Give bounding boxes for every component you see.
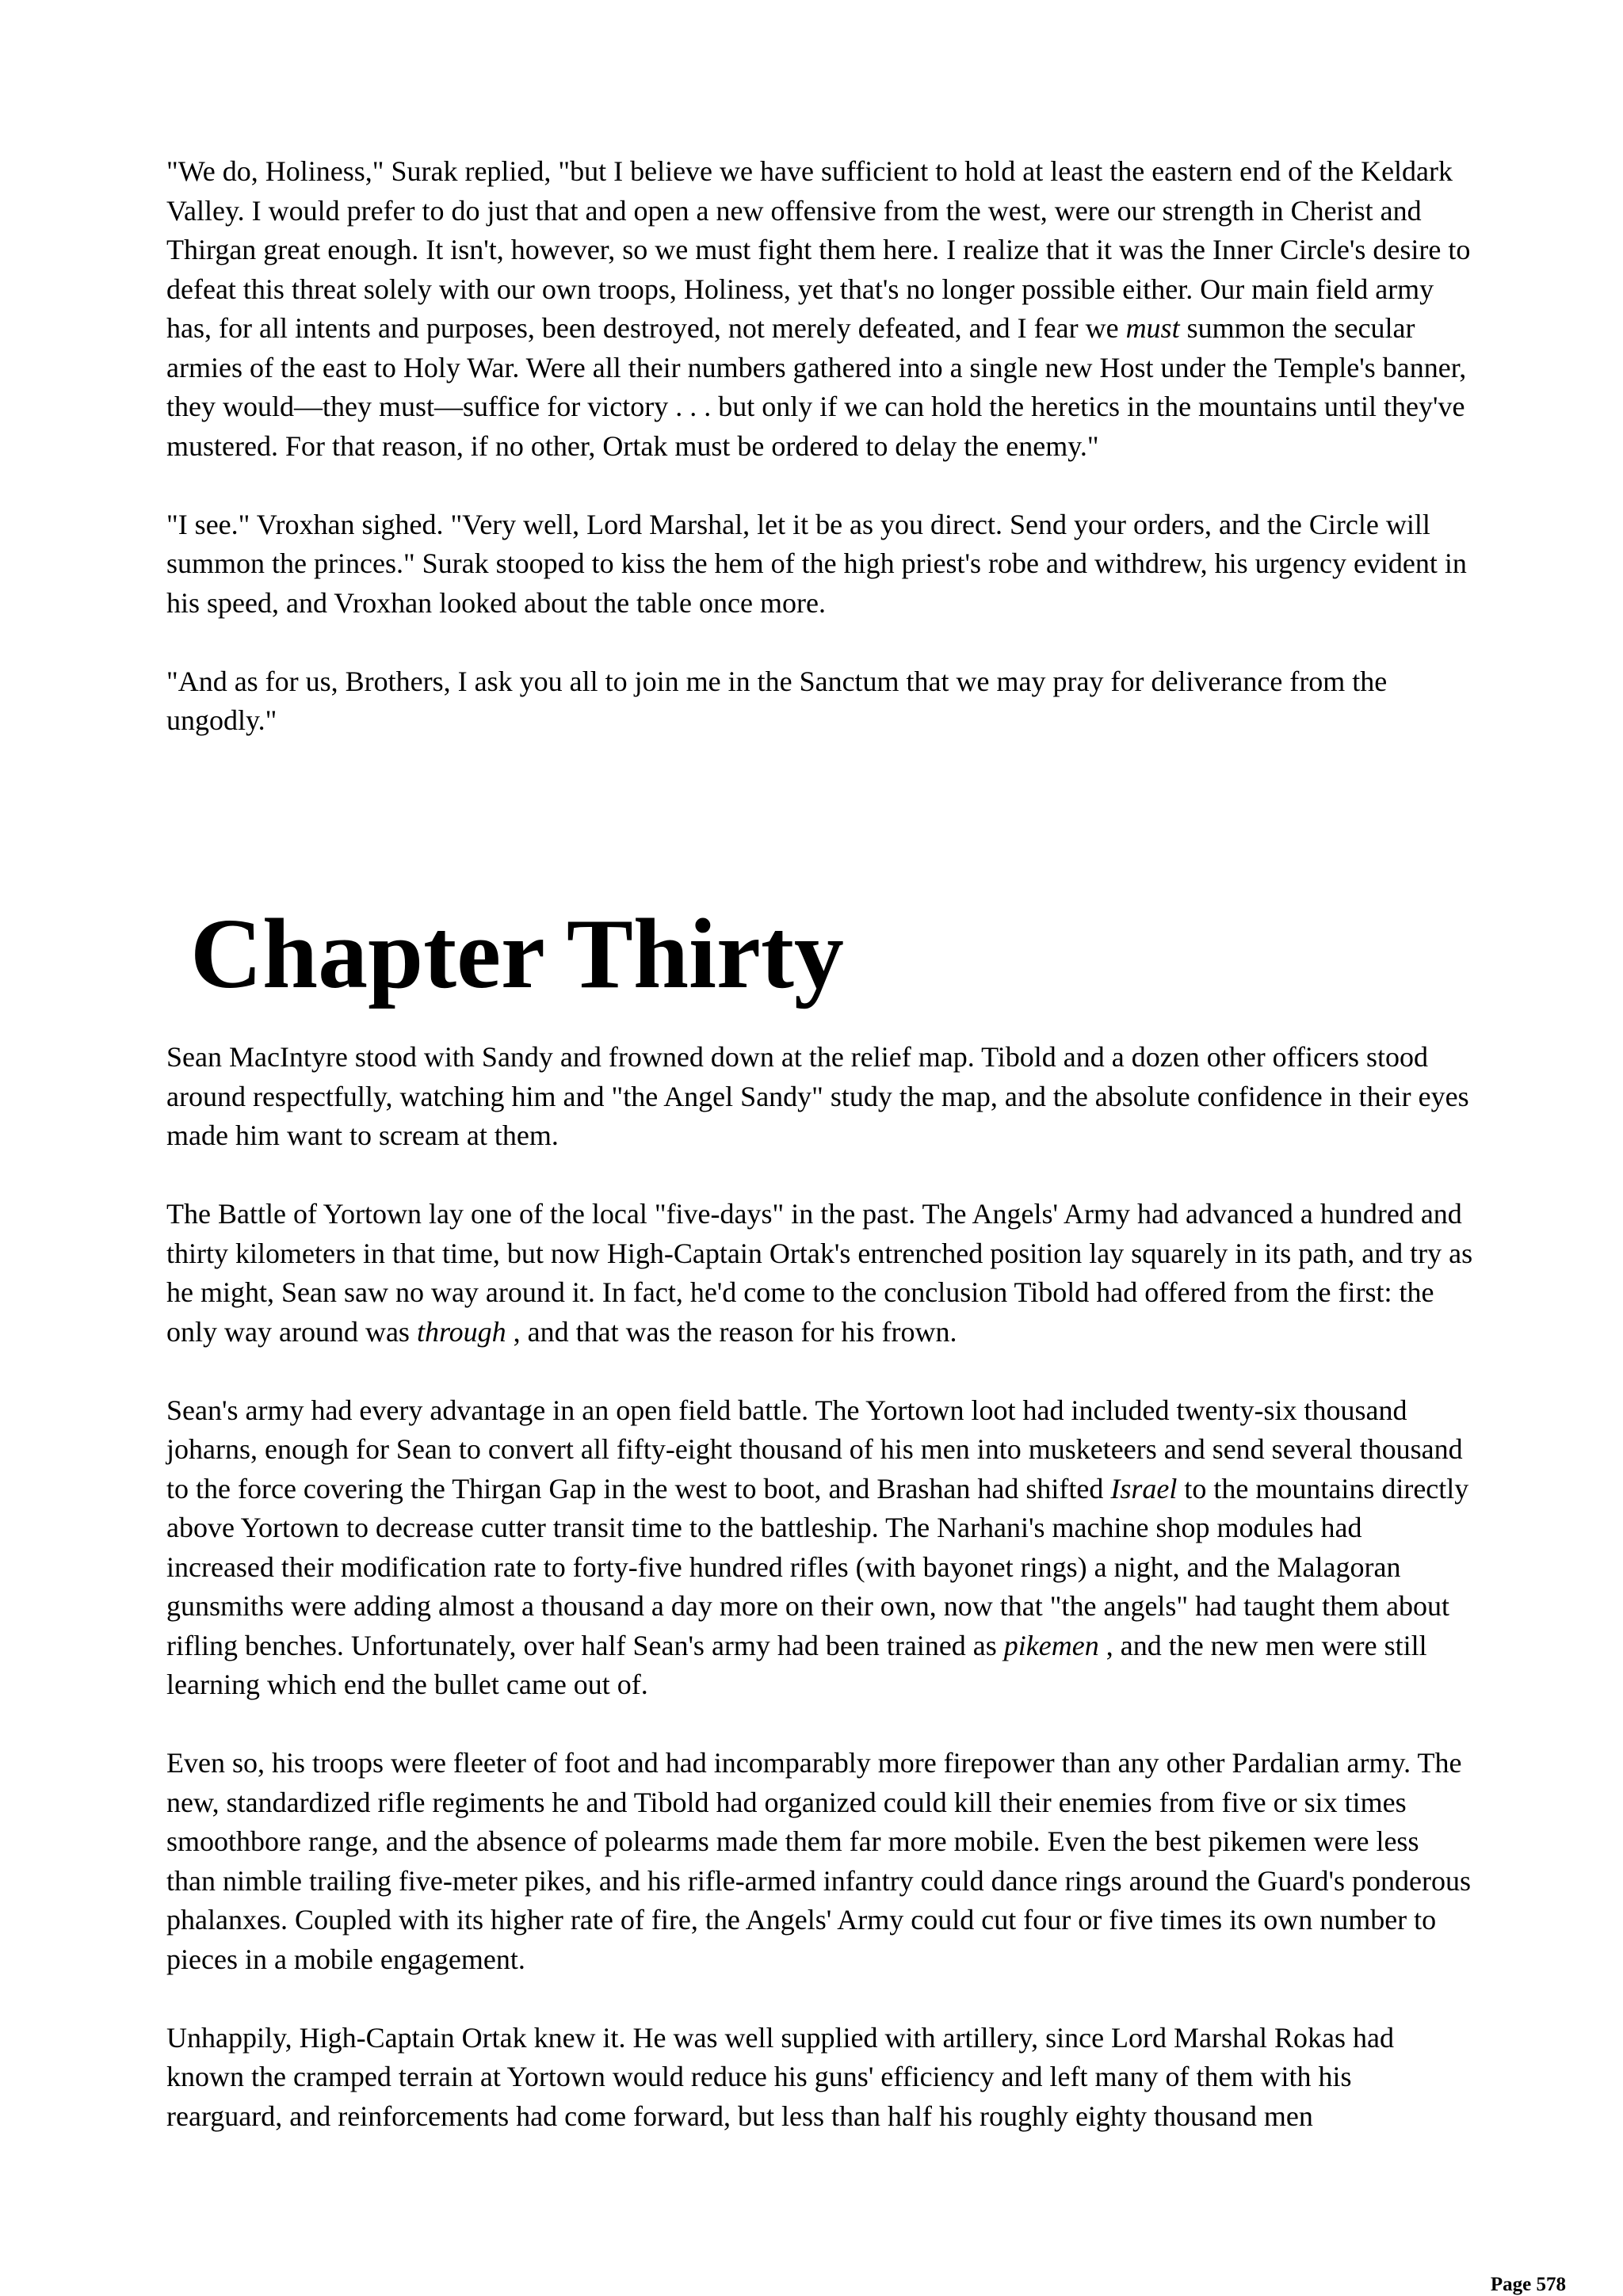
paragraph — [166, 1391, 1474, 1705]
paragraph — [166, 1744, 1474, 1979]
chapter-title: Chapter Thirty — [190, 899, 844, 1009]
text-run: to the mountains directly above Yortown to decrease cutter transit time to the battleship. The Narhani's machine shop modules had increased their modification rate to forty-five hundred rifles (with bayonet rings) a night, and the Malagoran gunsmiths were adding almost a thousand a day more on their own, now that "the angels" had taught them about rifling benches. Unfortunately, over half Sean's army had been trained as — [166, 1472, 1469, 1661]
text-run: The Battle of Yortown lay one of the local "five-days" in the past. The Angels' Army had advanced a hundred and thirty kilometers in that time, but now High-Captain Ortak's entrenched position lay squarely in its path, and try as he might, Sean saw no way around it. In fact, he'd come to the conclusion Tibold had offered from the first: the only way around was — [166, 1198, 1473, 1348]
italic-text: must — [1125, 312, 1180, 344]
paragraph — [166, 1195, 1474, 1352]
text-run: "I see." Vroxhan sighed. "Very well, Lord Marshal, let it be as you direct. Send your orders, and the Circle will summon the princes." Surak stooped to kiss the hem of the high priest's robe and withdrew, his urgency evident in his speed, and Vroxhan looked about the table once more. — [166, 508, 1467, 619]
page-number: Page 578 — [1490, 2274, 1566, 2295]
text-run: Even so, his troops were fleeter of foot and had incomparably more firepower than any other Pardalian army. The new, standardized rifle regiments he and Tibold had organized could kill their enemies from five or six times smoothbore range, and the absence of polearms made them far more mobile. Even the best pikemen were less than nimble trailing five-meter pikes, and his rifle-armed infantry could dance rings around the Guard's ponderous phalanxes. Coupled with its higher rate of fire, the Angels' Army could cut four or five times its own number to pieces in a mobile engagement. — [166, 1747, 1471, 1975]
paragraph — [166, 1038, 1474, 1156]
italic-text: pikemen — [1003, 1629, 1099, 1661]
italic-text: through — [416, 1315, 506, 1348]
text-run: "We do, Holiness," Surak replied, "but I believe we have sufficient to hold at least the eastern end of the Keldark Valley. I would prefer to do just that and open a new offensive from the west, were our strength in Cherist and Thirgan great enough. It isn't, however, so we must fight them here. I realize that it was the Inner Circle's desire to defeat this threat solely with our own troops, Holiness, yet that's no longer possible either. Our main field army has, for all intents and purposes, been destroyed, not merely defeated, and I fear we — [166, 155, 1471, 344]
text-run: "And as for us, Brothers, I ask you all to join me in the Sanctum that we may pray for deliverance from the ungodly." — [166, 665, 1388, 736]
text-run: summon the secular armies of the east to Holy War. Were all their numbers gathered into a single new Host under the Temple's banner, they would—they must—suffice for victory . . . but only if we can hold the heretics in the mountains until they've mustered. For that reason, if no other, Ortak must be ordered to delay the enemy." — [166, 312, 1467, 462]
paragraph — [166, 152, 1474, 466]
chapter-text — [166, 1038, 1474, 2136]
paragraph — [166, 662, 1474, 741]
previous-chapter-text — [166, 152, 1474, 741]
text-run: Unhappily, High-Captain Ortak knew it. He was well supplied with artillery, since Lord Marshal Rokas had known the cramped terrain at Yortown would reduce his guns' efficiency and left many of them with his rearguard, and reinforcements had come forward, but less than half his roughly eighty thousand men — [166, 2021, 1394, 2132]
paragraph — [166, 505, 1474, 624]
text-run: , and that was the reason for his frown. — [506, 1315, 957, 1348]
italic-text: Israel — [1110, 1472, 1178, 1505]
text-run: Sean's army had every advantage in an open field battle. The Yortown loot had included twenty-six thousand joharns, enough for Sean to convert all fifty-eight thousand of his men into musketeers and send several thousand to the force covering the Thirgan Gap in the west to boot, and Brashan had shifted — [166, 1394, 1463, 1505]
text-run: , and the new men were still learning which end the bullet came out of. — [166, 1629, 1427, 1700]
text-run: Sean MacIntyre stood with Sandy and frowned down at the relief map. Tibold and a dozen other officers stood around respectfully, watching him and "the Angel Sandy" study the map, and the absolute confidence in their eyes made him want to scream at them. — [166, 1041, 1469, 1151]
paragraph — [166, 2019, 1474, 2137]
